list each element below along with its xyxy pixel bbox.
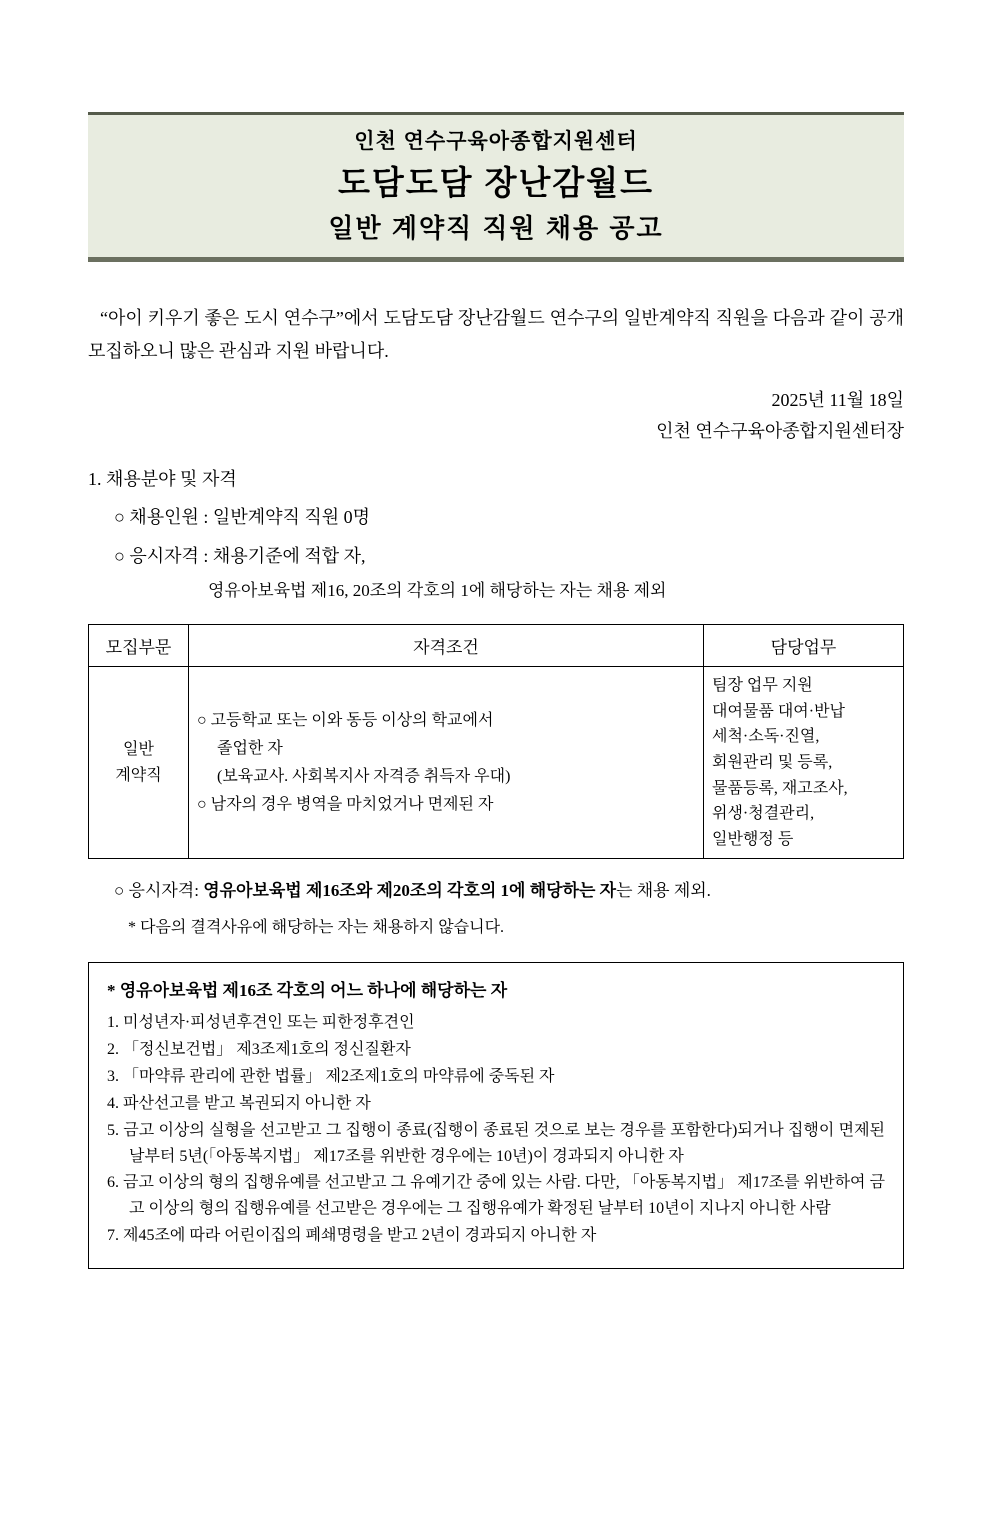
legal-disqualification-box <box>88 962 904 1270</box>
duty-line: 물품등록, 재고조사, <box>712 779 848 797</box>
duty-line: 세척·소독·진열, <box>712 728 820 746</box>
table-header-field: 모집부문 <box>89 625 189 667</box>
banner-brand-title: 도담도담 장난감월드 <box>337 164 655 201</box>
intro-paragraph: “아이 키우기 좋은 도시 연수구”에서 도담도담 장난감월드 연수구의 일반계약직 직원을 다음과 같이 공개 모집하오니 많은 관심과 지원 바랍니다. <box>88 308 904 362</box>
eligibility-note-prefix: ○ 응시자격: <box>114 881 204 901</box>
legal-list-item: 6. 금고 이상의 형의 집행유예를 선고받고 그 유예기간 중에 있는 사람. 다만, 「아동복지법」 제17조를 위반하여 금고 이상의 형의 집행유예를 선고받은 경우에는 그 집행유예가 확정된 날부터 10년이 지나지 아니한 사람 <box>107 1174 885 1218</box>
legal-list-item: 3. 「마약류 관리에 관한 법률」 제2조제1호의 마약류에 중독된 자 <box>107 1067 555 1085</box>
table-header-qualification: 자격조건 <box>189 625 704 667</box>
duty-line: 회원관리 및 등록, <box>712 754 833 772</box>
table-header-duty: 담당업무 <box>704 625 904 667</box>
qualification-item-1-note: (보육교사. 사회복지사 자격증 취득자 우대) <box>217 767 511 785</box>
legal-list-item: 1. 미성년자·피성년후견인 또는 피한정후견인 <box>107 1014 415 1032</box>
table-cell-field <box>89 667 189 859</box>
duty-line: 위생·청결관리, <box>712 805 815 823</box>
legal-box-list <box>107 1010 885 1249</box>
document-page <box>0 112 992 1515</box>
recruitment-table <box>88 624 904 859</box>
legal-list-item: 4. 파산선고를 받고 복권되지 아니한 자 <box>107 1094 371 1112</box>
field-line-2: 계약직 <box>115 766 162 784</box>
eligibility-note-bold: 영유아보육법 제16조와 제20조의 각호의 1에 해당하는 자 <box>203 881 617 901</box>
banner-subtitle: 일반 계약직 직원 채용 공고 <box>328 213 664 243</box>
banner-organization: 인천 연수구육아종합지원센터 <box>354 130 638 153</box>
section-1-title: 1. 채용분야 및 자격 <box>88 468 237 489</box>
announcement-issuer: 인천 연수구육아종합지원센터장 <box>656 421 904 442</box>
eligibility-note-suffix: 는 채용 제외. <box>616 881 711 901</box>
section-1-eligibility-note: 영유아보육법 제16, 20조의 각호의 1에 해당하는 자는 채용 제외 <box>208 581 667 601</box>
table-cell-duty <box>704 667 904 859</box>
section-1-bullet-eligibility: ○ 응시자격 : 채용기준에 적합 자, <box>114 545 366 566</box>
disqualification-note: * 다음의 결격사유에 해당하는 자는 채용하지 않습니다. <box>128 919 505 937</box>
duty-line: 팀장 업무 지원 <box>712 677 813 695</box>
legal-box-title: * 영유아보육법 제16조 각호의 어느 하나에 해당하는 자 <box>107 980 508 1000</box>
table-cell-qualification <box>189 667 704 859</box>
field-line-1: 일반 <box>123 741 154 759</box>
qualification-item-1: ○ 고등학교 또는 이와 동등 이상의 학교에서 <box>197 711 494 729</box>
qualification-item-1-cont: 졸업한 자 <box>217 739 283 757</box>
qualification-item-2: ○ 남자의 경우 병역을 마치었거나 면제된 자 <box>197 795 494 813</box>
section-1-bullet-headcount: ○ 채용인원 : 일반계약직 직원 0명 <box>114 507 371 528</box>
header-banner <box>88 112 904 262</box>
legal-list-item: 5. 금고 이상의 실형을 선고받고 그 집행이 종료(집행이 종료된 것으로 보는 경우를 포함한다)되거나 집행이 면제된 날부터 5년(「아동복지법」 제17조를 위반한 경우에는 10년)이 경과되지 아니한 자 <box>107 1121 885 1165</box>
table-header-row <box>89 625 904 667</box>
duty-line: 일반행정 등 <box>712 830 794 848</box>
announcement-date: 2025년 11월 18일 <box>771 389 904 410</box>
table-row <box>89 667 904 859</box>
legal-list-item: 7. 제45조에 따라 어린이집의 폐쇄명령을 받고 2년이 경과되지 아니한 자 <box>107 1227 597 1245</box>
legal-list-item: 2. 「정신보건법」 제3조제1호의 정신질환자 <box>107 1040 411 1058</box>
duty-line: 대여물품 대여·반납 <box>712 702 845 720</box>
eligibility-exclusion-note <box>88 877 904 906</box>
